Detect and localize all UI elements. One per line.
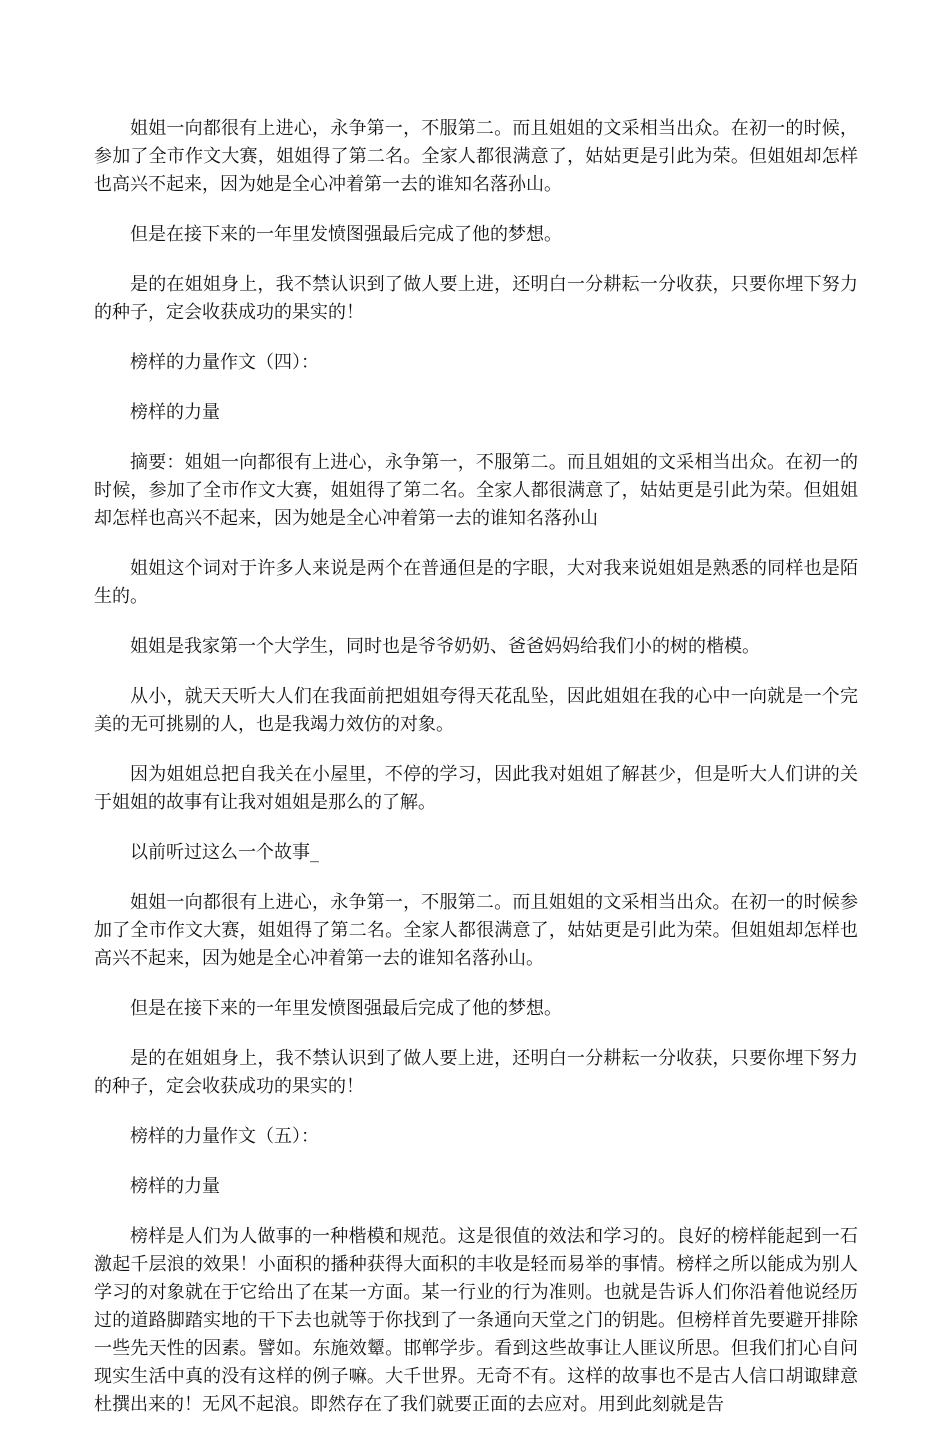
section-heading: 榜样的力量作文（四）： [130, 352, 319, 373]
paragraph: 姐姐一向都很有上进心，永争第一，不服第二。而且姐姐的文采相当出众。在初一的时候参加了全市作文大赛，姐姐得了第二名。全家人都很满意了，姑姑更是引此为荣。但姐姐却怎样也高兴不起来，因为她是全心冲着第一去的谁知名落孙山。 [94, 892, 858, 969]
section-heading: 榜样的力量作文（五）： [130, 1126, 319, 1147]
essay-title: 榜样的力量 [130, 1176, 220, 1197]
paragraph: 以前听过这么一个故事_ [130, 842, 319, 863]
paragraph: 姐姐这个词对于许多人来说是两个在普通但是的字眼，大对我来说姐姐是熟悉的同样也是陌生的。 [94, 558, 858, 607]
paragraph: 因为姐姐总把自我关在小屋里，不停的学习，因此我对姐姐了解甚少，但是听大人们讲的关于姐姐的故事有让我对姐姐是那么的了解。 [94, 764, 858, 813]
paragraph: 但是在接下来的一年里发愤图强最后完成了他的梦想。 [130, 224, 562, 245]
paragraph: 姐姐一向都很有上进心，永争第一，不服第二。而且姐姐的文采相当出众。在初一的时候，参加了全市作文大赛，姐姐得了第二名。全家人都很满意了，姑姑更是引此为荣。但姐姐却怎样也高兴不起来，因为她是全心冲着第一去的谁知名落孙山。 [94, 118, 858, 195]
paragraph: 榜样是人们为人做事的一种楷模和规范。这是很值的效法和学习的。良好的榜样能起到一石激起千层浪的效果！小面积的播种获得大面积的丰收是轻而易举的事情。榜样之所以能成为别人学习的对象就在于它给出了在某一方面。某一行业的行为准则。也就是告诉人们你沿着他说经历过的道路脚踏实地的干下去也就等于你找到了一条通向天堂之门的钥匙。但榜样首先要避开排除一些先天性的因素。譬如。东施效颦。邯郸学步。看到这些故事让人匪议所思。但我们扪心自问现实生活中真的没有这样的例子嘛。大千世界。无奇不有。这样的故事也不是古人信口胡诹肆意杜撰出来的！无风不起浪。即然存在了我们就要正面的去应对。用到此刻就是告 [94, 1226, 858, 1415]
paragraph: 是的在姐姐身上，我不禁认识到了做人要上进，还明白一分耕耘一分收获，只要你埋下努力的种子，定会收获成功的果实的！ [94, 1048, 858, 1097]
paragraph: 但是在接下来的一年里发愤图强最后完成了他的梦想。 [130, 998, 562, 1019]
essay-title: 榜样的力量 [130, 402, 220, 423]
paragraph: 从小，就天天听大人们在我面前把姐姐夸得天花乱坠，因此姐姐在我的心中一向就是一个完美的无可挑剔的人，也是我竭力效仿的对象。 [94, 686, 858, 735]
document-body [94, 115, 858, 1441]
paragraph: 姐姐是我家第一个大学生，同时也是爷爷奶奶、爸爸妈妈给我们小的树的楷模。 [130, 636, 760, 657]
abstract-paragraph: 摘要：姐姐一向都很有上进心，永争第一，不服第二。而且姐姐的文采相当出众。在初一的时候，参加了全市作文大赛，姐姐得了第二名。全家人都很满意了，姑姑更是引此为荣。但姐姐却怎样也高兴不起来，因为她是全心冲着第一去的谁知名落孙山 [94, 452, 858, 529]
paragraph: 是的在姐姐身上，我不禁认识到了做人要上进，还明白一分耕耘一分收获，只要你埋下努力的种子，定会收获成功的果实的！ [94, 274, 858, 323]
